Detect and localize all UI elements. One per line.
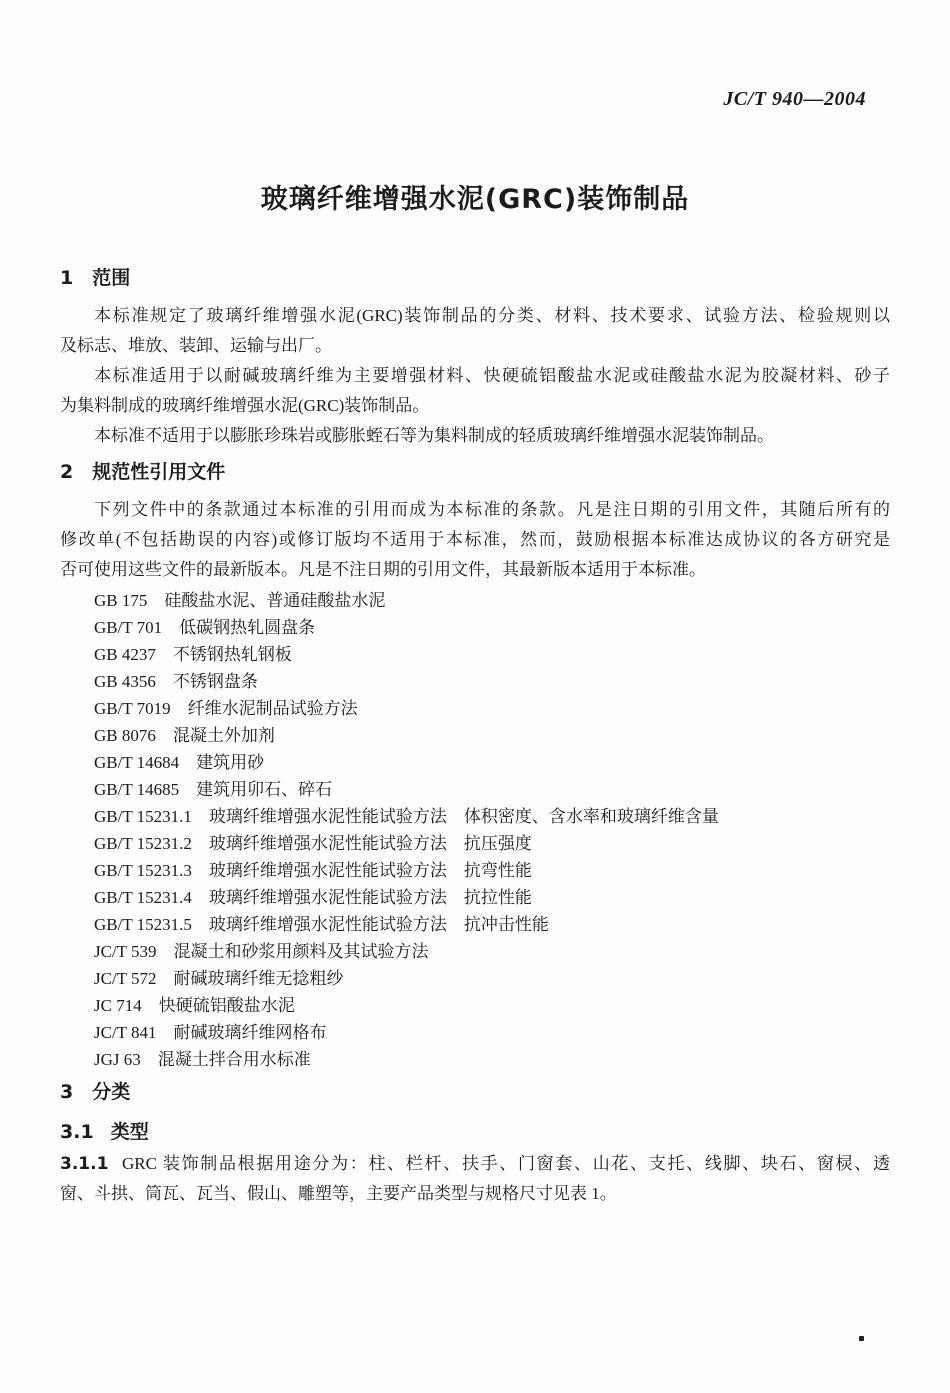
reference-code: GB/T 7019 [94, 699, 171, 718]
reference-title: 耐碱玻璃纤维网格布 [173, 1023, 327, 1042]
reference-part: 抗冲击性能 [463, 915, 549, 934]
reference-item [94, 641, 890, 668]
reference-item [94, 911, 890, 938]
subsection-3-1-heading [60, 1121, 890, 1143]
reference-code: GB/T 15231.1 [94, 807, 192, 826]
reference-code: JC/T 539 [94, 942, 157, 961]
reference-item [94, 992, 890, 1019]
reference-code: GB/T 15231.4 [94, 888, 192, 907]
reference-item [94, 857, 890, 884]
reference-part: 抗弯性能 [463, 861, 532, 880]
reference-code: GB 8076 [94, 726, 156, 745]
reference-title: 玻璃纤维增强水泥性能试验方法 [208, 888, 447, 907]
reference-code: GB 175 [94, 591, 148, 610]
reference-title: 不锈钢盘条 [172, 672, 258, 691]
reference-title: 硅酸盐水泥、普通硅酸盐水泥 [164, 591, 386, 610]
section-classification [60, 1081, 890, 1209]
scan-artifact-dot [859, 1336, 864, 1341]
section-scope [60, 267, 890, 451]
section-normative-references [60, 461, 890, 1073]
section-2-title: 规范性引用文件 [92, 461, 226, 483]
reference-title: 纤维水泥制品试验方法 [187, 699, 358, 718]
reference-title: 低碳钢热轧圆盘条 [179, 618, 316, 637]
section-1-title: 范围 [92, 267, 131, 289]
reference-code: JGJ 63 [94, 1050, 141, 1069]
clause-text: GRC 装饰制品根据用途分为：柱、栏杆、扶手、门窗套、山花、支托、线脚、块石、窗棂、透 [122, 1154, 890, 1173]
reference-code: GB/T 14684 [94, 753, 180, 772]
document-header [0, 0, 950, 111]
reference-title: 玻璃纤维增强水泥性能试验方法 [208, 861, 447, 880]
subsection-3-1-number: 3.1 [60, 1121, 94, 1143]
reference-code: GB/T 15231.3 [94, 861, 192, 880]
clause-number: 3.1.1 [60, 1154, 109, 1174]
reference-code: GB/T 701 [94, 618, 163, 637]
reference-item [94, 965, 890, 992]
reference-title: 玻璃纤维增强水泥性能试验方法 [208, 915, 447, 934]
reference-item [94, 938, 890, 965]
document-body [0, 267, 950, 1209]
paragraph [60, 301, 890, 361]
section-3-number: 3 [60, 1081, 74, 1103]
section-1-heading [60, 267, 890, 289]
paragraph [60, 361, 890, 421]
reference-code: GB 4356 [94, 672, 156, 691]
reference-code: GB 4237 [94, 645, 156, 664]
clause-3-1-1 [60, 1149, 890, 1209]
section-3-heading [60, 1081, 890, 1103]
reference-item [94, 884, 890, 911]
reference-title: 建筑用卯石、碎石 [196, 780, 333, 799]
section-2-paragraphs [60, 495, 890, 585]
paragraph [60, 495, 890, 585]
reference-item [94, 803, 890, 830]
reference-title: 不锈钢热轧钢板 [172, 645, 292, 664]
section-1-paragraphs [60, 301, 890, 451]
section-1-number: 1 [60, 267, 74, 289]
reference-item [94, 1046, 890, 1073]
clause-second-line: 窗、斗拱、筒瓦、瓦当、假山、雕塑等，主要产品类型与规格尺寸见表 1。 [60, 1184, 617, 1203]
reference-item [94, 668, 890, 695]
reference-code: JC/T 841 [94, 1023, 157, 1042]
reference-code: GB/T 14685 [94, 780, 180, 799]
reference-code: JC/T 572 [94, 969, 157, 988]
reference-item [94, 1019, 890, 1046]
reference-part: 抗拉性能 [463, 888, 532, 907]
text-line: 修改单(不包括勘误的内容)或修订版均不适用于本标准，然而，鼓励根据本标准达成协议的各方研究是 [60, 530, 890, 549]
reference-title: 建筑用砂 [196, 753, 265, 772]
text-line: 下列文件中的条款通过本标准的引用而成为本标准的条款。凡是注日期的引用文件，其随后所有的 [94, 500, 890, 519]
paragraph [60, 421, 890, 451]
text-line: 否可使用这些文件的最新版本。凡是不注日期的引用文件，其最新版本适用于本标准。 [60, 560, 706, 579]
text-line: 及标志、堆放、装卸、运输与出厂。 [60, 336, 332, 355]
references-list [60, 587, 890, 1073]
section-2-heading [60, 461, 890, 483]
reference-title: 快硬硫铝酸盐水泥 [158, 996, 295, 1015]
reference-code: GB/T 15231.5 [94, 915, 192, 934]
reference-title: 玻璃纤维增强水泥性能试验方法 [208, 834, 447, 853]
text-line: 本标准规定了玻璃纤维增强水泥(GRC)装饰制品的分类、材料、技术要求、试验方法、检验规则以 [94, 306, 890, 325]
reference-item [94, 614, 890, 641]
section-2-number: 2 [60, 461, 74, 483]
reference-title: 耐碱玻璃纤维无捻粗纱 [173, 969, 344, 988]
document-title: 玻璃纤维增强水泥(GRC)装饰制品 [260, 184, 690, 215]
text-line: 本标准不适用于以膨胀珍珠岩或膨胀蛭石等为集料制成的轻质玻璃纤维增强水泥装饰制品。 [94, 426, 774, 445]
reference-item [94, 695, 890, 722]
reference-item [94, 749, 890, 776]
reference-title: 混凝土和砂浆用颜料及其试验方法 [173, 942, 429, 961]
reference-item [94, 587, 890, 614]
subsection-3-1-title: 类型 [110, 1121, 149, 1143]
section-3-title: 分类 [92, 1081, 131, 1103]
clause-first-line [60, 1149, 890, 1179]
reference-item [94, 830, 890, 857]
reference-item [94, 722, 890, 749]
reference-part: 抗压强度 [463, 834, 532, 853]
reference-title: 混凝土外加剂 [172, 726, 275, 745]
reference-code: GB/T 15231.2 [94, 834, 192, 853]
reference-title: 混凝土拌合用水标准 [157, 1050, 311, 1069]
reference-item [94, 776, 890, 803]
reference-part: 体积密度、含水率和玻璃纤维含量 [463, 807, 719, 826]
standard-number: JC/T 940—2004 [723, 88, 866, 110]
reference-code: JC 714 [94, 996, 142, 1015]
text-line: 为集料制成的玻璃纤维增强水泥(GRC)装饰制品。 [60, 396, 430, 415]
text-line: 本标准适用于以耐碱玻璃纤维为主要增强材料、快硬硫铝酸盐水泥或硅酸盐水泥为胶凝材料、砂子 [94, 366, 890, 385]
reference-title: 玻璃纤维增强水泥性能试验方法 [208, 807, 447, 826]
